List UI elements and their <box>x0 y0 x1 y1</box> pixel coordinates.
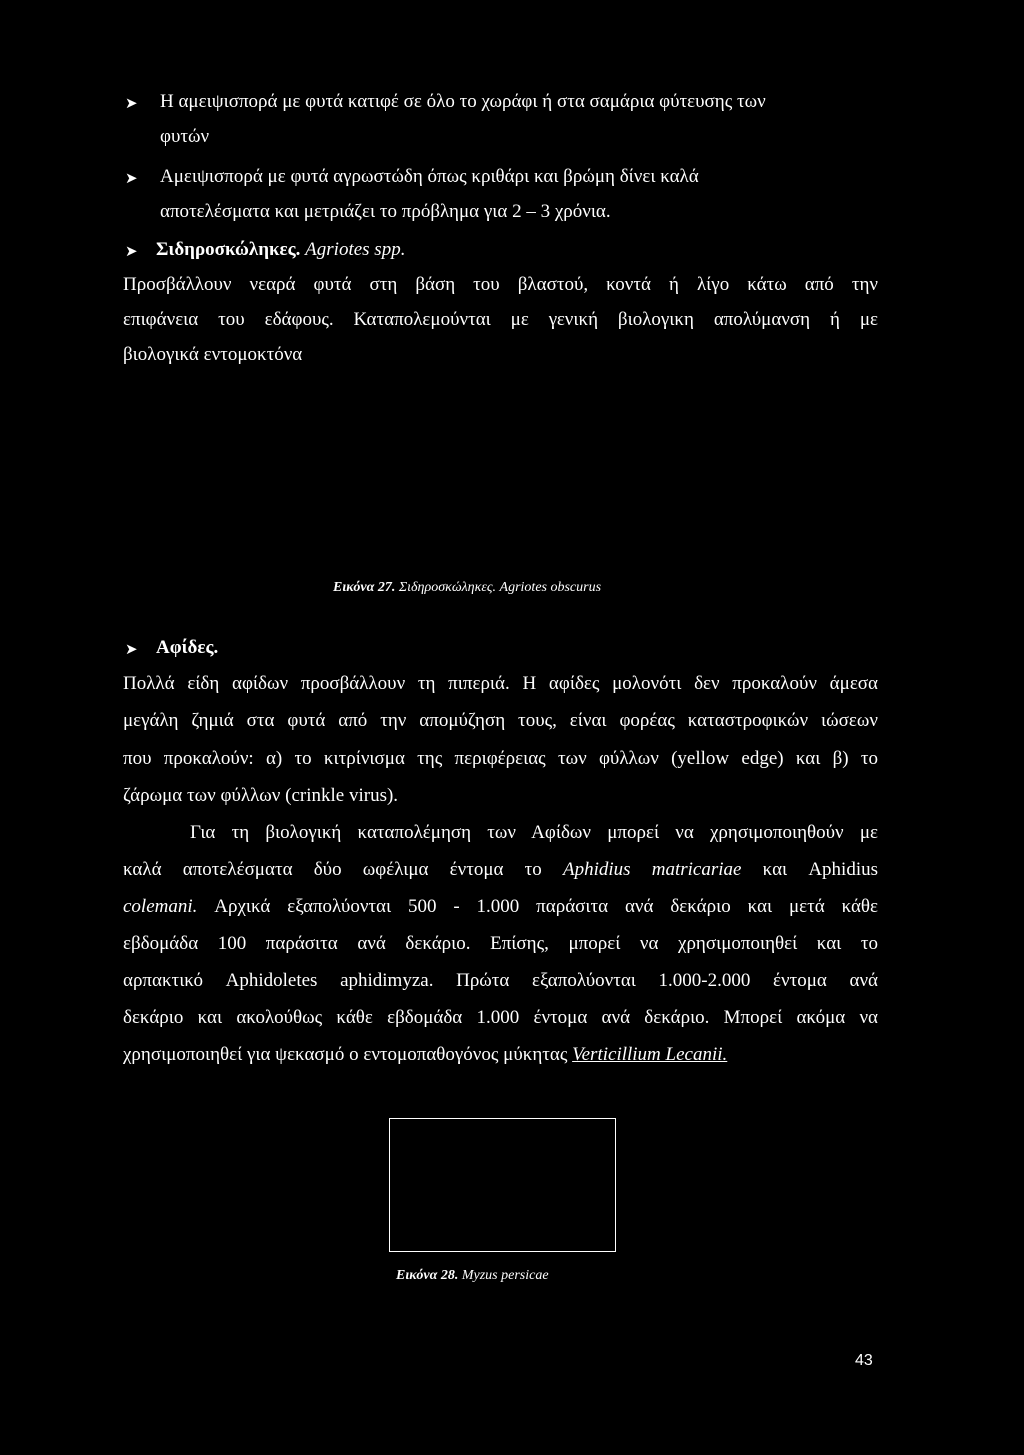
section-heading <box>156 239 405 261</box>
list-item-line: Αμειψισπορά με φυτά αγρωστώδη όπως κριθάρι και βρώμη δίνει καλά <box>160 166 699 187</box>
list-item-line: Η αμειψισπορά με φυτά κατιφέ σε όλο το χωράφι ή στα σαμάρια φύτευσης των <box>160 91 766 112</box>
paragraph-line: εβδομάδα 100 παράσιτα ανά δεκάριο. Επίσης, μπορεί να χρησιμοποιηθεί και το <box>123 933 878 954</box>
paragraph-line: δεκάριο και ακολούθως κάθε εβδομάδα 1.000 έντομα ανά δεκάριο. Μπορεί ακόμα να <box>123 1007 878 1028</box>
bullet-arrow-icon: ➤ <box>125 242 138 260</box>
paragraph-line: χρησιμοποιηθεί για ψεκασμό ο εντομοπαθογόνος μύκητας Verticillium Lecanii. <box>123 1044 728 1065</box>
paragraph-line: Για τη βιολογική καταπολέμηση των Αφίδων μπορεί να χρησιμοποιηθούν με <box>190 822 878 843</box>
list-item-line: αποτελέσματα και μετριάζει το πρόβλημα για 2 – 3 χρόνια. <box>160 201 611 222</box>
heading-bold: Σιδηροσκώληκες. <box>156 239 301 260</box>
paragraph-line: βιολογικά εντομοκτόνα <box>123 344 303 365</box>
page-number: 43 <box>855 1352 873 1369</box>
figure-caption: Εικόνα 27. Σιδηροσκώληκες. Agriotes obscurus <box>333 580 602 595</box>
paragraph-line: ζάρωμα των φύλλων (crinkle virus). <box>123 785 399 806</box>
list-item-line: φυτών <box>160 126 210 147</box>
paragraph-line: Προσβάλλουν νεαρά φυτά στη βάση του βλαστού, κοντά ή λίγο κάτω από την <box>123 274 878 295</box>
paragraph-line: επιφάνεια του εδάφους. Καταπολεμούνται με γενική βιολογικη απολύμανση ή με <box>123 309 878 330</box>
bullet-arrow-icon: ➤ <box>125 640 138 658</box>
figure-caption: Εικόνα 28. Myzus persicae <box>396 1268 549 1283</box>
paragraph-line: που προκαλούν: α) το κιτρίνισμα της περιφέρειας των φύλλων (yellow edge) και β) το <box>123 748 878 769</box>
heading-species: Agriotes spp. <box>305 239 406 260</box>
paragraph-line: αρπακτικό Aphidoletes aphidimyza. Πρώτα εξαπολύονται 1.000-2.000 έντομα ανά <box>123 970 878 991</box>
paragraph-line: μεγάλη ζημιά στα φυτά από την απομύζηση τους, είναι φορέας καταστροφικών ιώσεων <box>123 710 878 731</box>
paragraph-line: Πολλά είδη αφίδων προσβάλλουν τη πιπεριά. Η αφίδες μολονότι δεν προκαλούν άμεσα <box>123 673 878 694</box>
bullet-arrow-icon: ➤ <box>125 169 138 187</box>
paragraph-line: καλά αποτελέσματα δύο ωφέλιμα έντομα το Aphidius matricariae και Aphidius <box>123 859 878 880</box>
paragraph-line: colemani. Αρχικά εξαπολύονται 500 - 1.000 παράσιτα ανά δεκάριο και μετά κάθε <box>123 896 879 917</box>
figure-frame <box>389 1118 616 1252</box>
section-heading: Αφίδες. <box>156 637 219 658</box>
bullet-arrow-icon: ➤ <box>125 94 138 112</box>
